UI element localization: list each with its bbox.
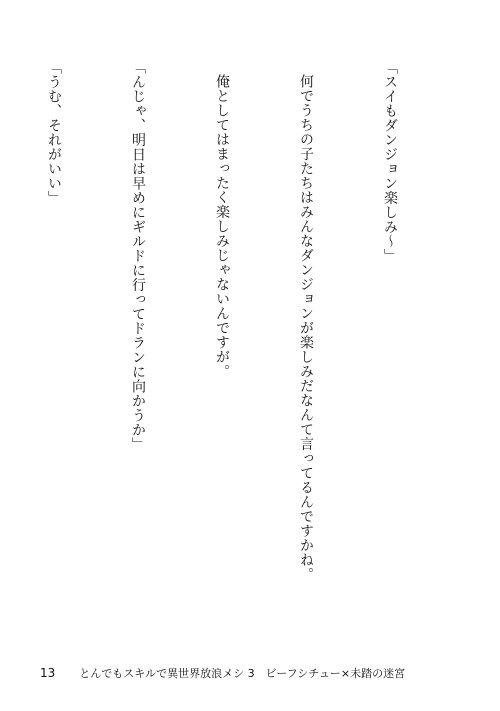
text-line: 「うむ、それがいい」 xyxy=(46,60,62,205)
page-number: 13 xyxy=(40,666,56,680)
page-footer xyxy=(40,665,405,681)
vertical-text-body xyxy=(0,60,460,640)
text-line: 何でうちの子たちはみんなダンジョンが楽しみだなんて言ってるんですかね。 xyxy=(298,74,314,582)
text-line: 「スイもダンジョン楽しみ～」 xyxy=(382,60,398,263)
text-line: 俺としてはまったく楽しみじゃないんですが。 xyxy=(214,74,230,379)
running-title: とんでもスキルで異世界放浪メシ 3 ビーフシチュー×未踏の迷宮 xyxy=(79,667,406,680)
text-line: 「んじゃ、明日は早めにギルドに行ってドランに向かうか」 xyxy=(130,60,146,452)
